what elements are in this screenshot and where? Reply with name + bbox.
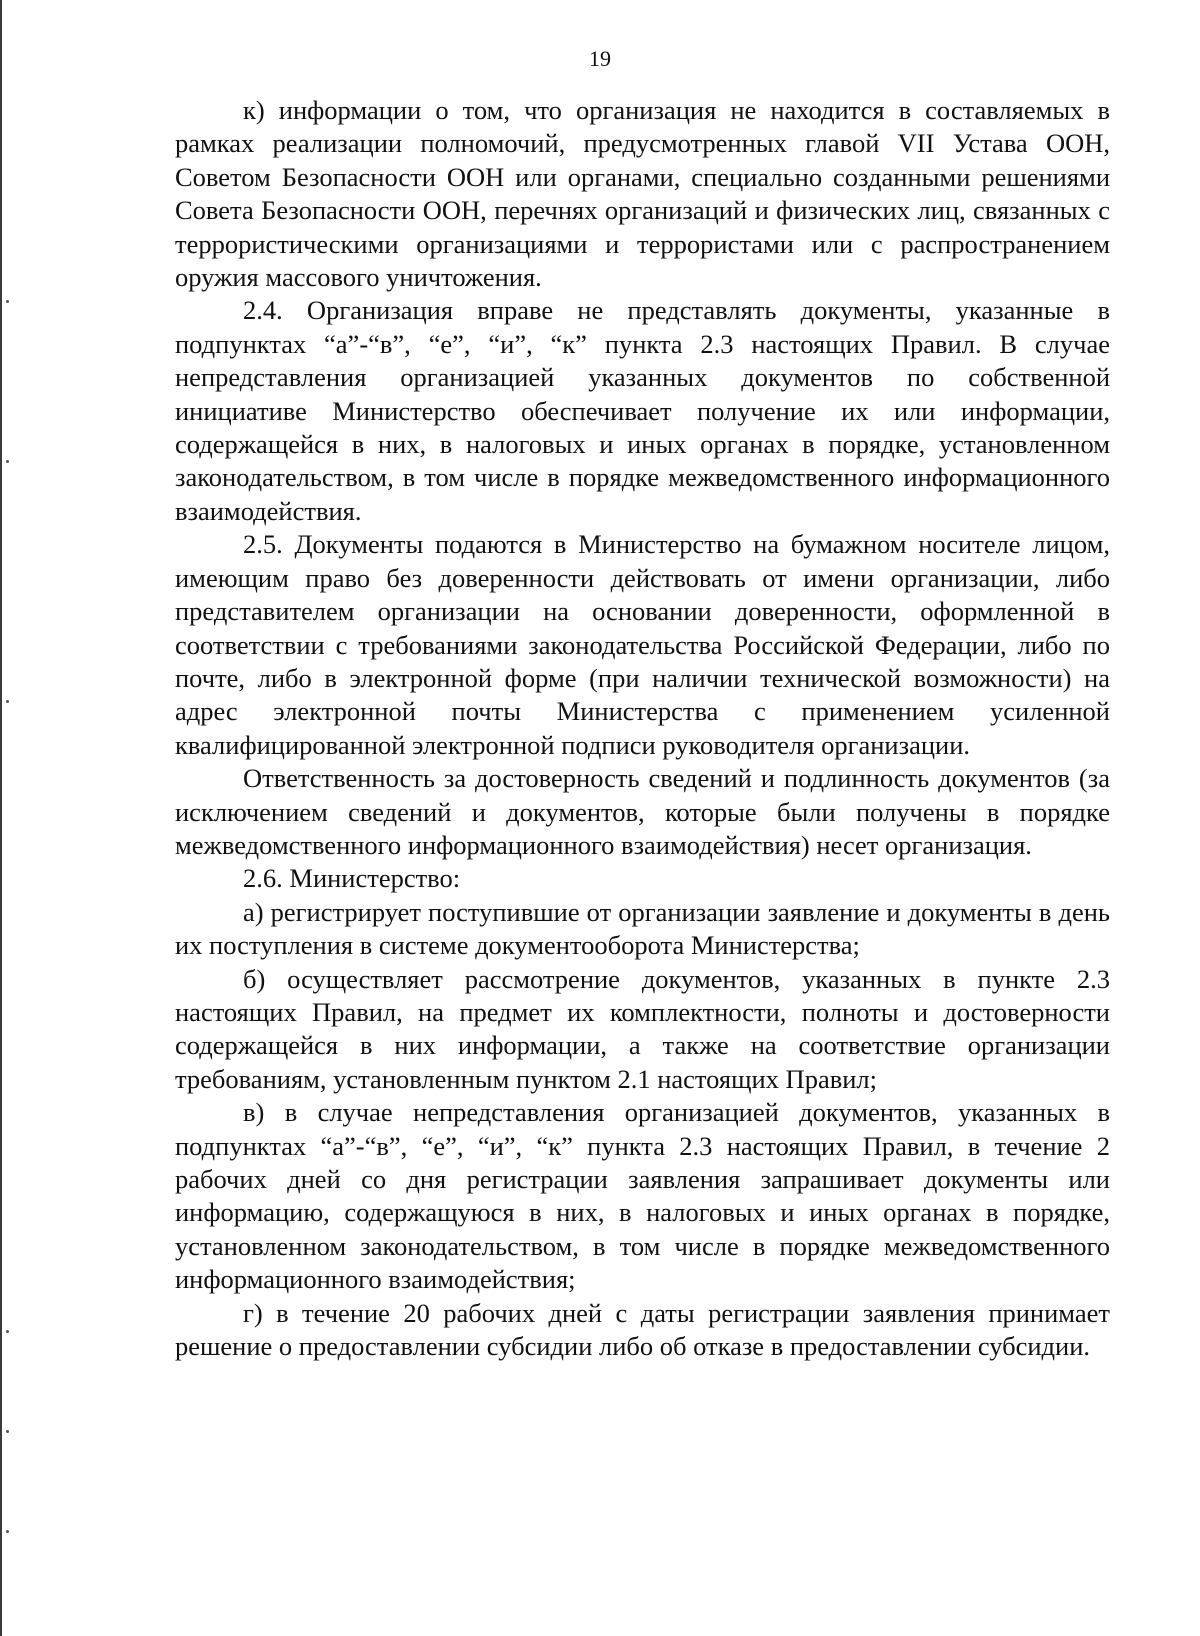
paragraph-item-b: б) осуществляет рассмотрение документов, указанных в пункте 2.3 настоящих Правил, на предмет их комплектности, полноты и достоверности содержащейся в них информации, а также на соответствие организации требованиям, установленным пунктом 2.1 настоящих Правил; <box>175 963 1110 1094</box>
page-number: 19 <box>589 46 611 71</box>
paragraph-item-g: г) в течение 20 рабочих дней с даты регистрации заявления принимает решение о предоставлении субсидии либо об отказе в предоставлении субсидии. <box>175 1297 1110 1362</box>
scan-edge-mark <box>6 460 9 463</box>
scan-edge-mark <box>6 300 9 303</box>
document-body <box>175 94 1110 1363</box>
scan-edge-mark <box>6 700 9 703</box>
paragraph-2-5: 2.5. Документы подаются в Министерство на бумажном носителе лицом, имеющим право без доверенности действовать от имени организации, либо представителем организации на основании доверенности, оформленной в соответствии с требованиями законодательства Российской Федерации, либо по почте, либо в электронной форме (при наличии технической возможности) на адрес электронной почты Министерства с применением усиленной квалифицированной электронной подписи руководителя организации. <box>175 529 1110 760</box>
scan-edge-line <box>0 0 2 1636</box>
scan-edge-mark <box>6 1330 9 1333</box>
scan-edge-mark <box>6 1530 9 1533</box>
scan-edge-mark <box>6 1430 9 1433</box>
paragraph-responsibility: Ответственность за достоверность сведений и подлинность документов (за исключением сведений и документов, которые были получены в порядке межведомственного информационного взаимодействия) несет организация. <box>175 763 1110 860</box>
paragraph-2-4: 2.4. Организация вправе не представлять документы, указанные в подпунктах “а”-“в”, “е”, “и”, “к” пункта 2.3 настоящих Правил. В случае непредставления организацией указанных документов по собственной инициативе Министерство обеспечивает получение их или информации, содержащейся в них, в налоговых и иных органах в порядке, установленном законодательством, в том числе в порядке межведомственного информационного взаимодействия. <box>175 295 1110 526</box>
paragraph-item-k: к) информации о том, что организация не находится в составляемых в рамках реализации полномочий, предусмотренных главой VII Устава ООН, Советом Безопасности ООН или органами, специально созданными решениями Совета Безопасности ООН, перечнях организаций и физических лиц, связанных с террористическими организациями и террористами или с распространением оружия массового уничтожения. <box>175 95 1110 293</box>
paragraph-item-a: а) регистрирует поступившие от организации заявление и документы в день их поступления в системе документооборота Министерства; <box>175 896 1110 961</box>
paragraph-item-v: в) в случае непредставления организацией документов, указанных в подпунктах “а”-“в”, “е”, “и”, “к” пункта 2.3 настоящих Правил, в течение 2 рабочих дней со дня регистрации заявления запрашивает документы или информацию, содержащуюся в них, в налоговых и иных органах в порядке, установленном законодательством, в том числе в порядке межведомственного информационного взаимодействия; <box>175 1097 1110 1295</box>
paragraph-2-6: 2.6. Министерство: <box>243 863 461 894</box>
